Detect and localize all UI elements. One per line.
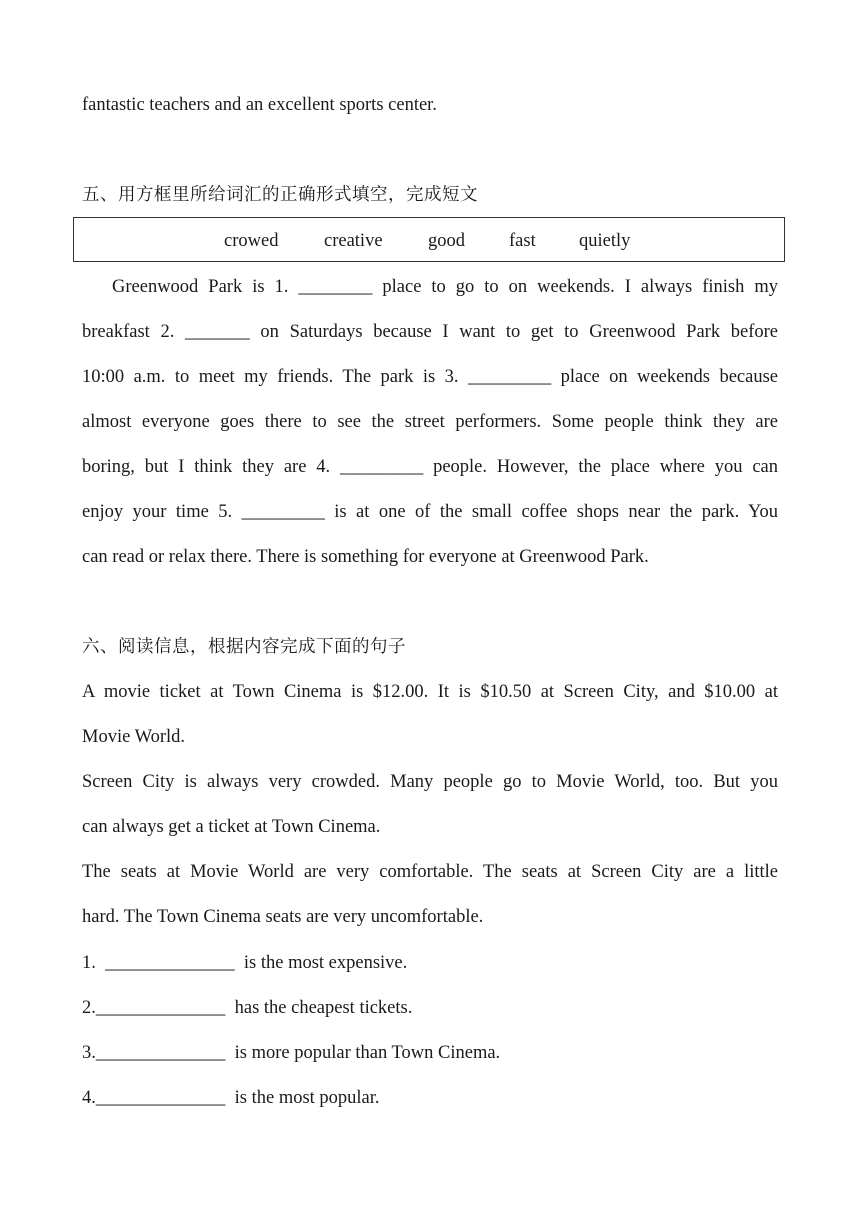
passage-line: 10:00 a.m. to meet my friends. The park is 3. _________ place on weekends because — [82, 367, 778, 387]
section-6-heading: 六、阅读信息，根据内容完成下面的句子 — [82, 637, 406, 657]
info-line: hard. The Town Cinema seats are very uncomfortable. — [82, 907, 484, 927]
passage-line: boring, but I think they are 4. _________ people. However, the place where you can — [82, 457, 778, 477]
word-bank-item: crowed — [224, 231, 279, 251]
passage-line: Greenwood Park is 1. ________ place to go to on weekends. I always finish my — [112, 277, 778, 297]
word-bank-item: quietly — [579, 231, 631, 251]
info-line: A movie ticket at Town Cinema is $12.00. It is $10.50 at Screen City, and $10.00 at — [82, 682, 778, 702]
info-line: Screen City is always very crowded. Many people go to Movie World, too. But you — [82, 772, 778, 792]
question-4: 4.______________ is the most popular. — [82, 1088, 380, 1108]
passage-line: almost everyone goes there to see the street performers. Some people think they are — [82, 412, 778, 432]
question-1: 1. ______________ is the most expensive. — [82, 953, 408, 973]
word-bank-item: creative — [324, 231, 383, 251]
continued-paragraph: fantastic teachers and an excellent sports center. — [82, 95, 437, 115]
word-bank-item: fast — [509, 231, 536, 251]
info-line: The seats at Movie World are very comfortable. The seats at Screen City are a little — [82, 862, 778, 882]
info-line: can always get a ticket at Town Cinema. — [82, 817, 381, 837]
section-5-heading: 五、用方框里所给词汇的正确形式填空，完成短文 — [82, 185, 478, 205]
info-line: Movie World. — [82, 727, 185, 747]
passage-line: enjoy your time 5. _________ is at one of the small coffee shops near the park. You — [82, 502, 778, 522]
word-bank-item: good — [428, 231, 465, 251]
passage-line: can read or relax there. There is something for everyone at Greenwood Park. — [82, 547, 649, 567]
word-bank-box — [73, 217, 785, 262]
question-2: 2.______________ has the cheapest tickets. — [82, 998, 413, 1018]
passage-line: breakfast 2. _______ on Saturdays because I want to get to Greenwood Park before — [82, 322, 778, 342]
question-3: 3.______________ is more popular than Town Cinema. — [82, 1043, 501, 1063]
